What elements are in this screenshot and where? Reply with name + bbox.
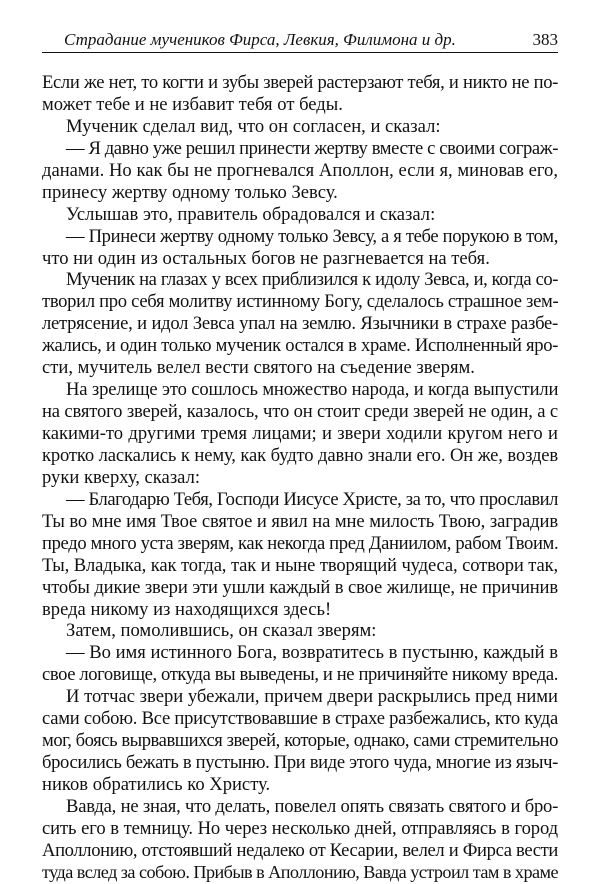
page-number: 383 (532, 30, 558, 49)
text-line: может тебе и не избавит тебя от беды. (42, 93, 343, 115)
text-line: Мученик на глазах у всех приблизился к идолу Зевса, и, когда со- (66, 269, 558, 291)
text-line: — Я давно уже решил принести жертву вместе с своими сограж- (66, 137, 558, 159)
text-line: Если же нет, то когти и зубы зверей растерзают тебя, и никто не по- (42, 72, 558, 93)
text-line: — Во имя истинного Бога, возвратитесь в пустыню, каждый в (66, 642, 558, 664)
text-line: творил про себя молитву истинному Богу, сделалось страшное зем- (42, 291, 559, 313)
page-header (64, 30, 558, 52)
running-title: Страдание мучеников Фирса, Левкия, Филимона и др. (64, 30, 456, 49)
text-line: какими-то другими тремя лицами; и звери ходили кругом него и (42, 423, 558, 444)
text-line: свое логовище, откуда вы выведены, и не причиняйте никому вреда. (42, 664, 558, 686)
text-line: — Принеси жертву одному только Зевсу, а я тебе порукою в том, (66, 225, 558, 247)
text-line: что ни один из остальных богов не разгневается на тебя. (42, 247, 490, 269)
text-line: Аполлонию, отстоявший недалеко от Кесарии, велел и Фирса вести (42, 839, 558, 861)
text-line: чтобы дикие звери эти ушли каждый в свое жилище, не причинив (42, 576, 558, 598)
text-line: — Благодарю Тебя, Господи Иисусе Христе, за то, что прославил (66, 488, 558, 510)
text-line: на святого зверей, казалось, что он стоит среди зверей не один, а с (42, 401, 559, 423)
text-line: руки кверху, сказал: (42, 466, 201, 488)
text-line: бросились бежать в пустыню. При виде этого чуда, многие из языч- (42, 752, 558, 774)
text-line: предо много уста зверям, как некогда пред Даниилом, рабом Твоим. (42, 532, 559, 554)
text-line: На зрелище это сошлось множество народа, и когда выпустили (66, 379, 559, 401)
text-line: сами собою. Все присутствовавшие в страхе разбежались, кто куда (42, 708, 558, 730)
text-line: кротко ласкались к нему, как будто давно знали его. Он же, воздев (42, 444, 558, 466)
text-line: ников обратились ко Христу. (42, 774, 271, 795)
text-line: Услышав это, правитель обрадовался и сказал: (66, 203, 436, 225)
text-line: вреда никому из находящихся здесь! (42, 598, 332, 620)
text-line: сить его в темницу. Но через несколько дней, отправляясь в город (42, 817, 558, 839)
text-line: Затем, помолившись, он сказал зверям: (66, 620, 377, 642)
text-line: Вавда, не зная, что делать, повелел опять связать святого и бро- (66, 795, 559, 817)
text-line: жались, и один только мученик остался в храме. Исполненный яро- (42, 335, 558, 357)
text-line: мог, боясь вырвавшихся зверей, которые, однако, сами стремительно (42, 730, 558, 752)
text-line: летрясение, и идол Зевса упал на землю. Язычники в страхе разбе- (42, 313, 558, 335)
text-line: туда вслед за собою. Прибыв в Аполлонию, Вавда устроил там в храме (42, 861, 558, 882)
text-line: Ты, Владыка, как тогда, так и ныне творящий чудеса, сотвори так, (42, 554, 558, 576)
header-rule (42, 52, 558, 53)
text-line: сти, мучитель велел вести святого на съедение зверям. (42, 357, 475, 379)
text-line: Мученик сделал вид, что он согласен, и сказал: (66, 115, 441, 137)
text-line: данами. Но как бы не прогневался Аполлон, если я, миновав его, (42, 159, 558, 181)
text-line: И тотчас звери убежали, причем двери раскрылись пред ними (66, 686, 558, 708)
text-line: Ты во мне имя Твое святое и явил на мне милость Твою, заградив (42, 510, 558, 532)
text-line: принесу жертву одному только Зевсу. (42, 181, 338, 203)
body-text (42, 72, 558, 884)
